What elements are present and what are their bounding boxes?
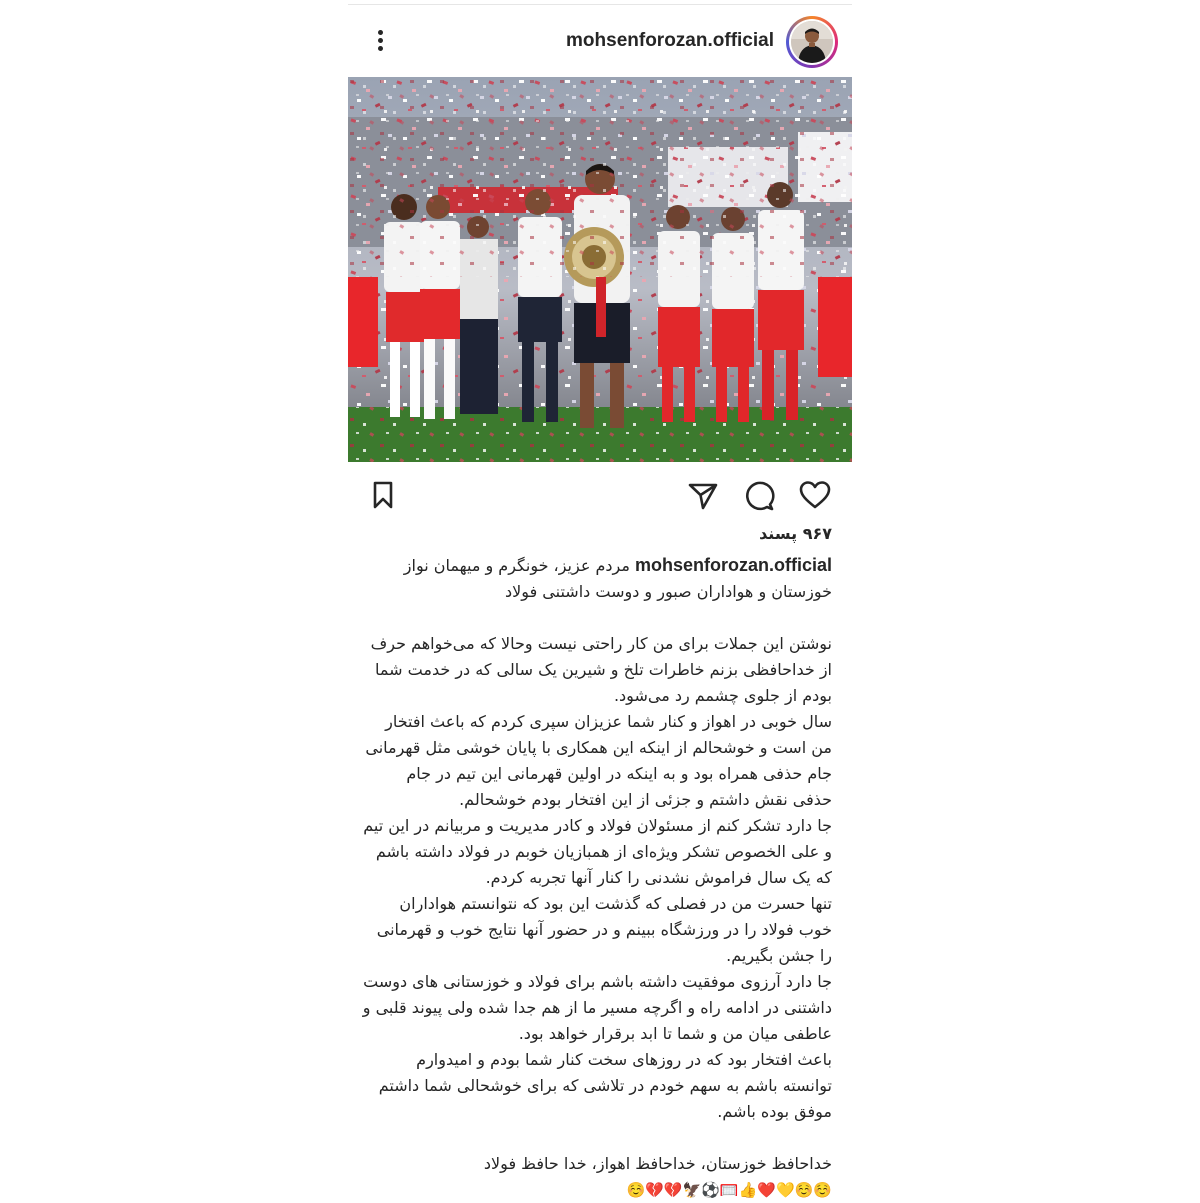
heart-icon[interactable] [798,478,832,512]
caption-body: نوشتن این جملات برای من کار راحتی نیست وحالا که می‌خواهم حرف از خداحافظی بزنم خاطرات تلخ و شیرین یک سالی که در خدمت شما بودم از جلوی چشمم رد می‌شود. سال خوبی در اهواز و کنار شما عزیزان سپری کردم که باعث افتخار من است و خوشحالم از اینکه این همکاری با پایان خوشی مثل قهرمانی جام حذفی همراه بود و به اینکه در اولین قهرمانی این تیم در جام حذفی نقش داشتم و جزئی از این افتخار بودم خوشحالم. جا دارد تشکر کنم از مسئولان فولاد و کادر مدیریت و مربیانم در این تیم و علی الخصوص تشکر ویژه‌ای از همبازیان خوبم در فولاد داشته باشم که یک سال فراموش نشدنی را کنار آنها تجربه کردم. تنها حسرت من در فصلی که گذشت این بود که نتوانستم هواداران خوب فولاد را در ورزشگاه ببینم و در حضور آنها نتایج خوب و قهرمانی را جشن بگیریم. جا دارد آرزوی موفقیت داشته باشم برای فولاد و خوزستانی های دوست داشتنی در ادامه راه و اگرچه مسیر ما از هم جدا شده ولی پیوند قلبی و عاطفی میان من و شما تا ابد برقرار خواهد بود. باعث افتخار بود که در روزهای سخت کنار شما بودم و امیدوارم توانسته باشم به سهم خودم در تلاشی که برای خوشحالی شما داشتم موفق بوده باشم. [362,634,832,1121]
instagram-post [348,0,852,1200]
caption-username[interactable]: mohsenforozan.official [634,555,832,575]
avatar[interactable] [786,16,838,68]
share-icon[interactable] [686,478,720,512]
likes-count[interactable]: ۹۶۷ پسند [759,524,832,543]
post-photo[interactable] [348,77,852,462]
bookmark-icon[interactable] [366,478,400,512]
post-header [348,12,852,72]
caption-farewell: خداحافظ خوزستان، خداحافظ اهواز، خدا حافظ فولاد [483,1154,832,1173]
post-caption [362,552,832,1203]
more-options-icon[interactable] [370,28,390,56]
avatar-image [791,21,833,63]
header-username[interactable]: mohsenforozan.official [566,30,774,51]
caption-emojis: ☺️☺️💛❤️👍🥅⚽🦅💔💔☺️ [626,1181,832,1199]
caption-intro: مردم عزیز، خونگرم و میهمان نواز خوزستان و هواداران صبور و دوست داشتنی فولاد [403,556,832,601]
action-bar [348,472,852,516]
top-divider [348,4,852,5]
comment-icon[interactable] [742,478,776,512]
